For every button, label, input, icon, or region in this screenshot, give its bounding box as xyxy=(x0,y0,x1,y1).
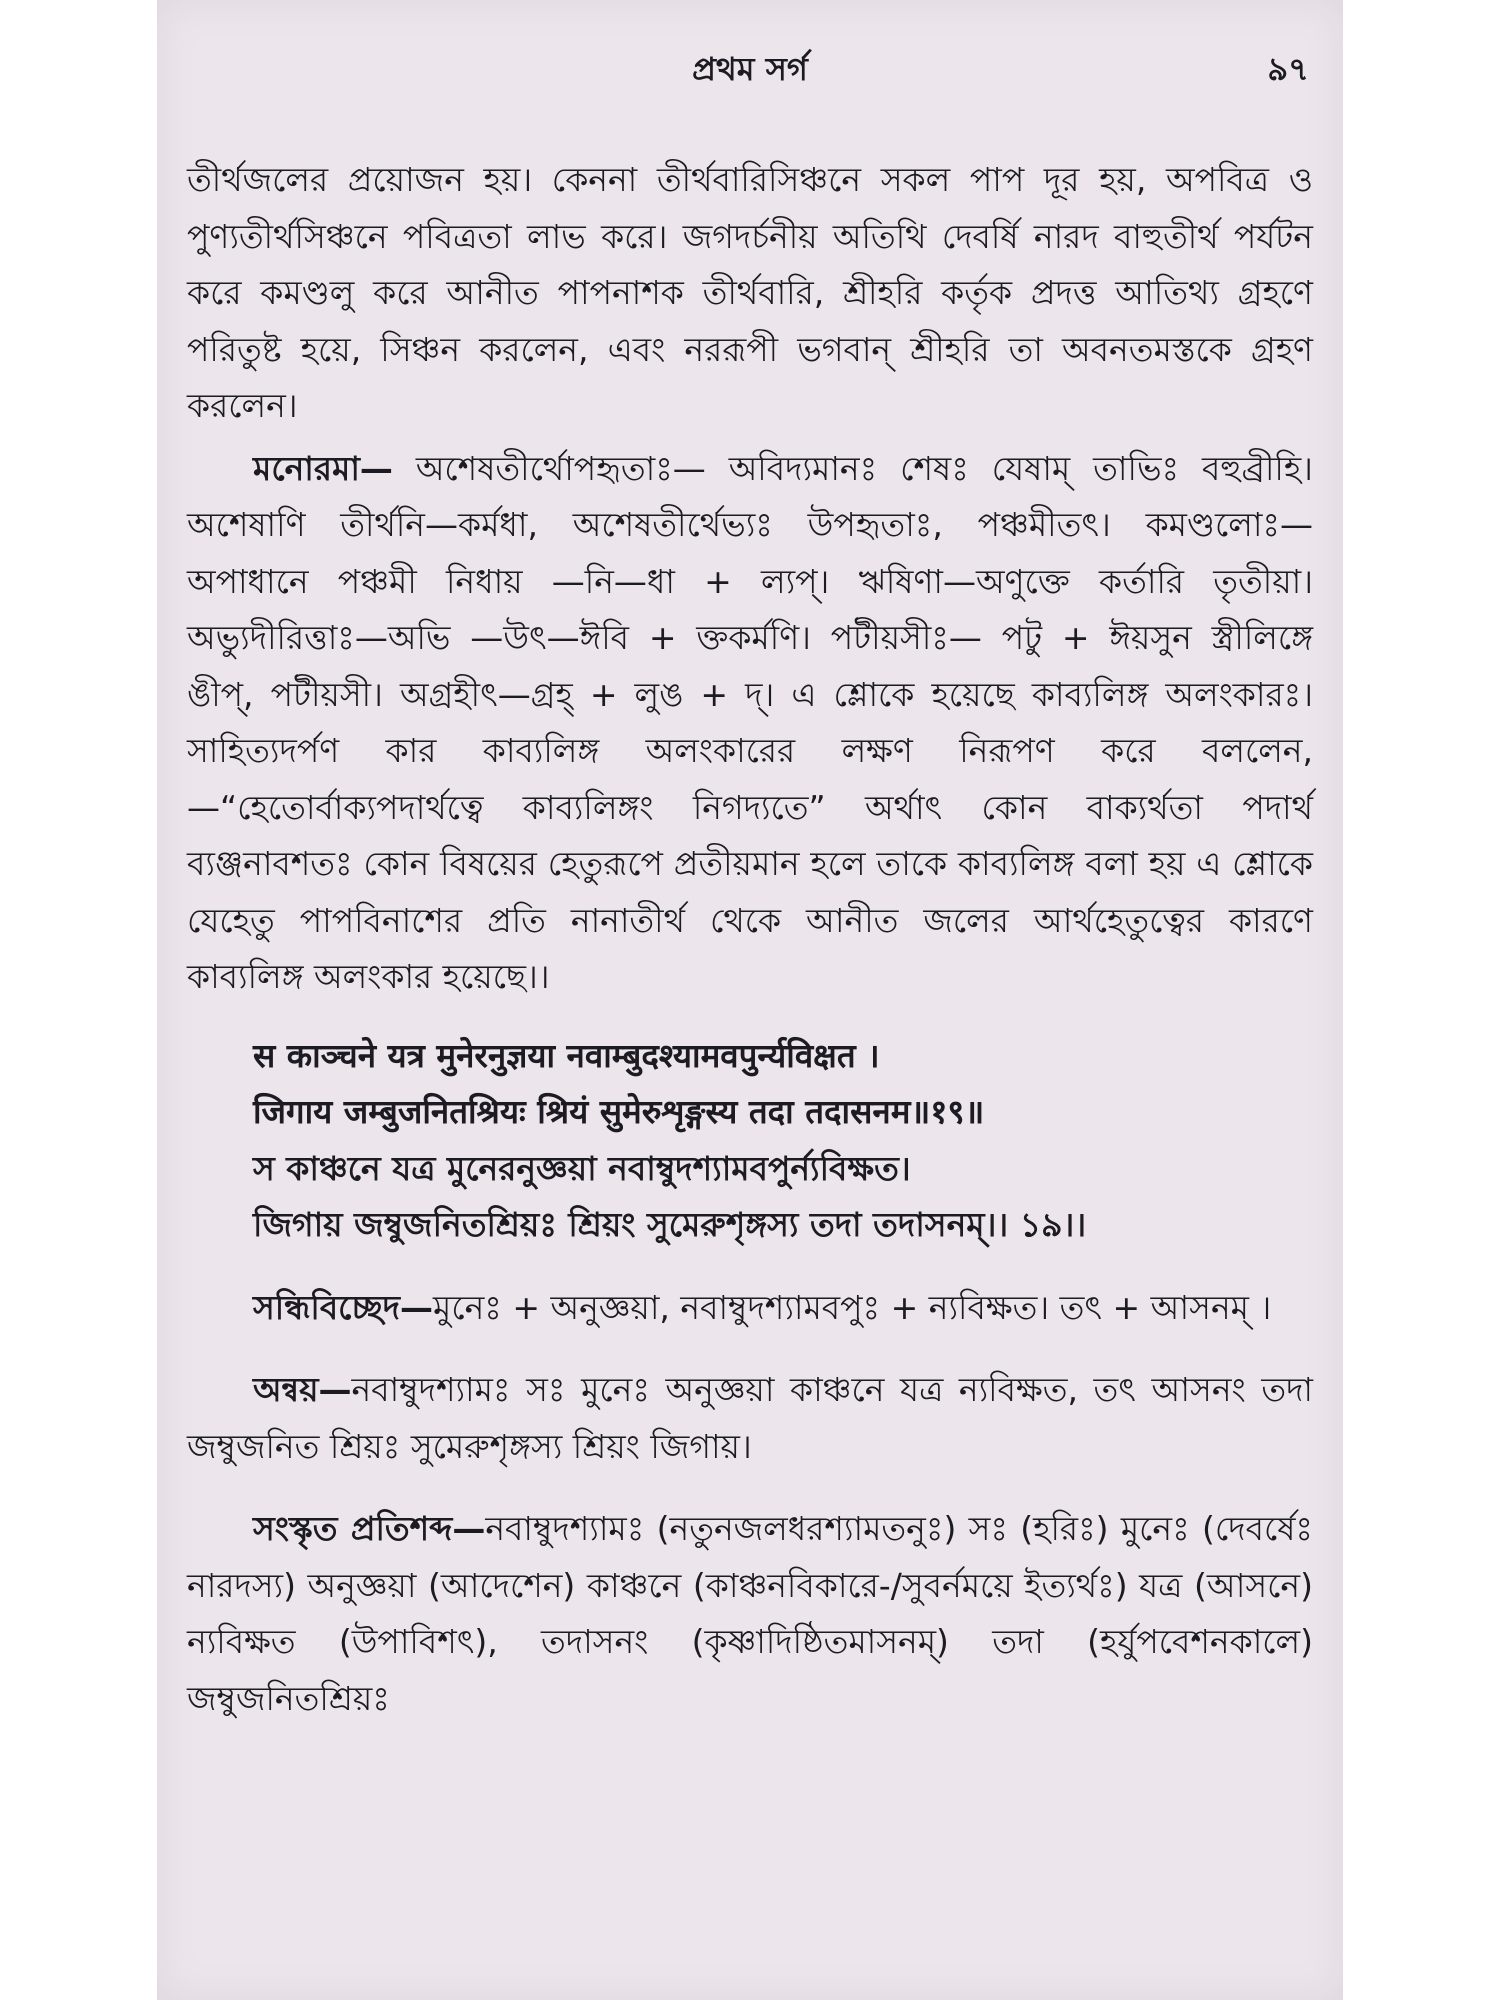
verse-block xyxy=(187,1028,1313,1254)
paragraph-anvaya xyxy=(187,1362,1313,1475)
anvaya-heading: অন্বয়— xyxy=(253,1370,352,1409)
paragraph-sandhi xyxy=(187,1280,1313,1337)
paragraph-continued: তীর্থজলের প্রয়োজন হয়। কেননা তীর্থবারিসিঞ্চনে সকল পাপ দূর হয়, অপবিত্র ও পুণ্যতীর্থসিঞ্চনে পবিত্রতা লাভ করে। জগদর্চনীয় অতিথি দেবর্ষি নারদ বাহুতীর্থ পর্যটন করে কমণ্ডলু করে আনীত পাপনাশক তীর্থবারি, শ্রীহরি কর্তৃক প্রদত্ত আতিথ্য গ্রহণে পরিতুষ্ট হয়ে, সিঞ্চন করলেন, এবং নররূপী ভগবান্ শ্রীহরি তা অবনতমস্তকে গ্রহণ করলেন। xyxy=(187,160,1313,425)
page-number: ৯৭ xyxy=(1267,50,1309,88)
verse-bengali-line-2: জিগায় জম্বুজনিতশ্রিয়ঃ শ্রিয়ং সুমেরুশৃঙ্গস্য তদা তদাসনম্।। ১৯।। xyxy=(253,1205,1087,1244)
book-page xyxy=(157,0,1343,2000)
pratishabda-text: নবাম্বুদশ্যামঃ (নতুনজলধরশ্যামতনুঃ) সঃ (হরিঃ) মুনেঃ (দেবর্ষেঃ নারদস্য) অনুজ্ঞয়া (আদেশেন) কাঞ্চনে (কাঞ্চনবিকারে-/সুবর্নময়ে ইত্যর্থঃ) যত্র (আসনে) ন্যবিক্ষত (উপাবিশৎ), তদাসনং (কৃষ্ণাদিষ্ঠিতমাসনম্) তদা (হর্যুপবেশনকালে) জম্বুজনিতশ্রিয়ঃ xyxy=(187,1509,1313,1718)
pratishabda-heading: সংস্কৃত প্রতিশব্দ— xyxy=(253,1509,486,1548)
running-head xyxy=(157,44,1343,94)
paragraph-manorama xyxy=(187,441,1313,1006)
sandhi-heading: সন্ধিবিচ্ছেদ— xyxy=(253,1287,434,1327)
verse-devanagari-line-2: जिगाय जम्बुजनितश्रियः श्रियं सुमेरुशृङ्गस्य तदा तदासनम॥१९॥ xyxy=(253,1092,985,1131)
verse-devanagari-line-1: स काञ्चने यत्र मुनेरनुज्ञया नवाम्बुदश्यामवपुर्न्यविक्षत । xyxy=(253,1035,880,1075)
page-body xyxy=(187,152,1313,1727)
sandhi-text: মুনেঃ + অনুজ্ঞয়া, নবাম্বুদশ্যামবপুঃ + ন্যবিক্ষত। তৎ + আসনম্ । xyxy=(433,1287,1272,1327)
manorama-text: অশেষতীর্থোপহৃতাঃ— অবিদ্যমানঃ শেষঃ যেষাম্ তাভিঃ বহুব্রীহি। অশেষাণি তীর্থনি—কর্মধা, অশেষতীর্থেভ্যঃ উপহৃতাঃ, পঞ্চমীতৎ। কমণ্ডলোঃ—অপাধানে পঞ্চমী নিধায় —নি—ধা + ল্যপ্। ঋষিণা—অণুক্তে কর্তারি তৃতীয়া। অভ্যুদীরিত্তাঃ—অভি —উৎ—ঈবি + ক্তকর্মণি। পটীয়সীঃ— পটু + ঈয়সুন স্ত্রীলিঙ্গে ঙীপ্, পটীয়সী। অগ্রহীৎ—গ্রহ্ + লুঙ + দ্। এ শ্লোকে হয়েছে কাব্যলিঙ্গ অলংকারঃ। সাহিত্যদর্পণ কার কাব্যলিঙ্গ অলংকারের লক্ষণ নিরূপণ করে বললেন,—“হেতোর্বাক্যপদার্থত্বে কাব্যলিঙ্গং নিগদ্যতে” অর্থাৎ কোন বাক্যর্থতা পদার্থ ব্যঞ্জনাবশতঃ কোন বিষয়ের হেতুরূপে প্রতীয়মান হলে তাকে কাব্যলিঙ্গ বলা হয় এ শ্লোকে যেহেতু পাপবিনাশের প্রতি নানাতীর্থ থেকে আনীত জলের আর্থহেতুত্বের কারণে কাব্যলিঙ্গ অলংকার হয়েছে।। xyxy=(187,448,1314,996)
manorama-heading: মনোরমা— xyxy=(253,448,393,488)
paragraph-pratishabda xyxy=(187,1501,1313,1727)
chapter-title: প্রথম সর্গ xyxy=(692,50,808,88)
anvaya-text: নবাম্বুদশ্যামঃ সঃ মুনেঃ অনুজ্ঞয়া কাঞ্চনে যত্র ন্যবিক্ষত, তৎ আসনং তদা জম্বুজনিত শ্রিয়ঃ সুমেরুশৃঙ্গস্য শ্রিয়ং জিগায়। xyxy=(187,1370,1313,1466)
verse-bengali-line-1: স কাঞ্চনে যত্র মুনেরনুজ্ঞয়া নবাম্বুদশ্যামবপুর্ন্যবিক্ষত। xyxy=(253,1148,911,1188)
